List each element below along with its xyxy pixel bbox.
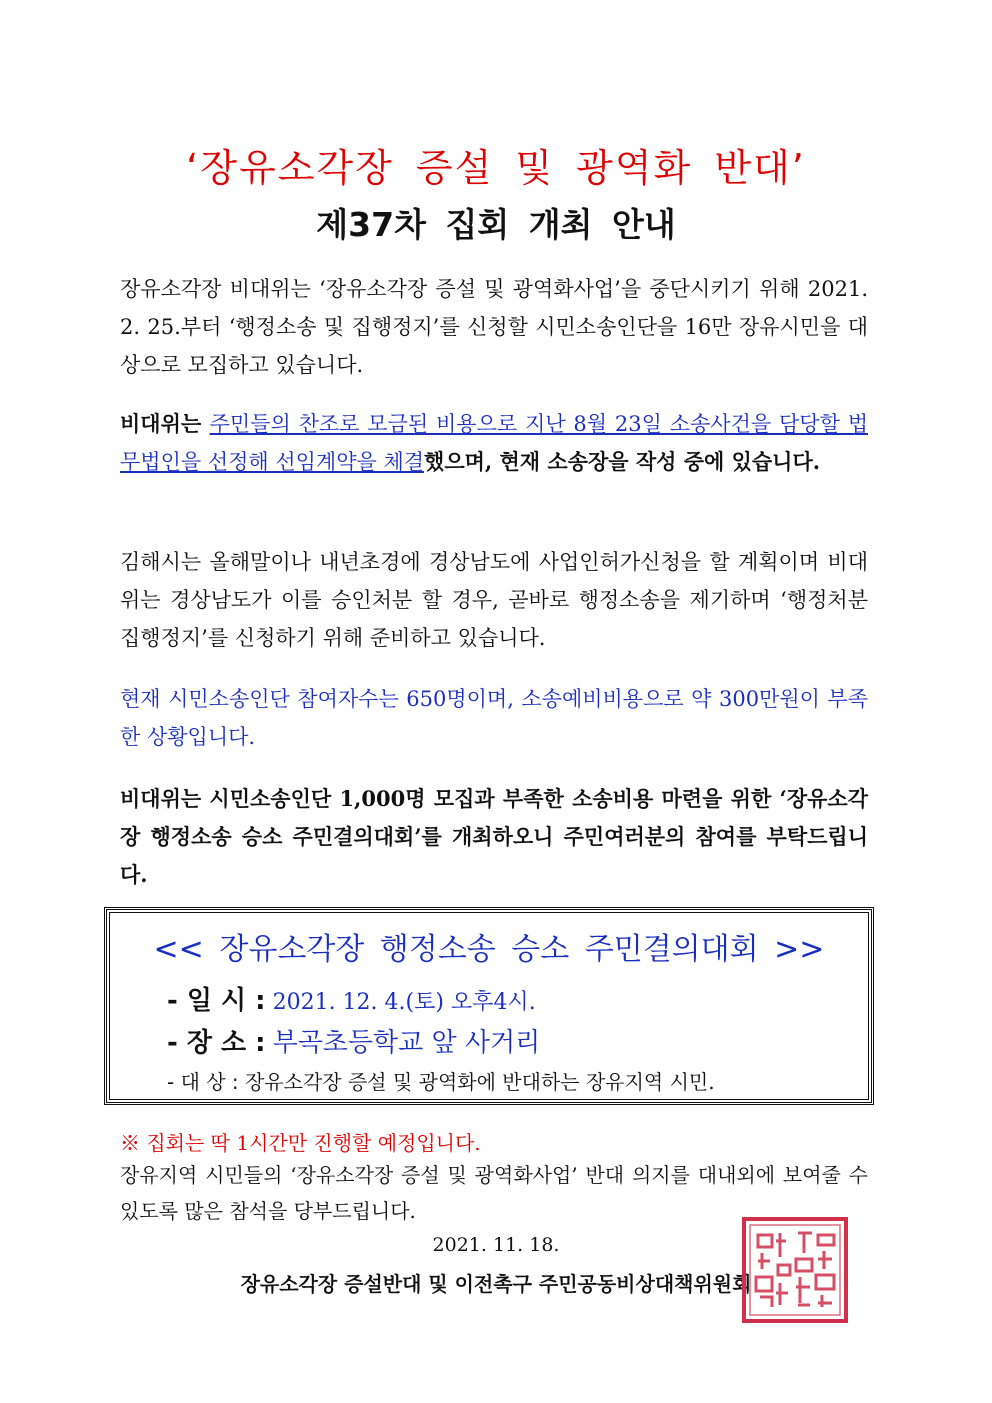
event-info-box (104, 907, 874, 1105)
event-target-row (167, 1066, 715, 1095)
event-title: << 장유소각장 행정소송 승소 주민결의대회 >> (153, 932, 825, 967)
event-datetime-value: 2021. 12. 4.(토) 오후4시. (272, 990, 536, 1015)
event-datetime-row (167, 980, 536, 1017)
paragraph-city-plan: 김해시는 올해말이나 내년초경에 경상남도에 사업인허가신청을 할 계획이며 비대위는 경상남도가 이를 승인처분 할 경우, 곧바로 행정소송을 제기하며 ‘행정처분 집행정지’를 신청하기 위해 준비하고 있습니다. (120, 550, 868, 650)
issue-date: 2021. 11. 18. (432, 1234, 560, 1256)
paragraph-law-firm (120, 405, 868, 481)
duration-note: ※ 집회는 딱 1시간만 진행할 예정입니다. (120, 1131, 481, 1155)
event-target-value: 장유소각장 증설 및 광역화에 반대하는 장유지역 시민. (245, 1070, 715, 1094)
document-title: ‘장유소각장 증설 및 광역화 반대’ (186, 146, 806, 190)
document-subtitle: 제37차 집회 개최 안내 (316, 205, 676, 244)
paragraph-law-firm-lead: 비대위는 (120, 411, 210, 436)
paragraph-rally-invitation: 비대위는 시민소송인단 1,000명 모집과 부족한 소송비용 마련을 위한 ‘장유소각장 행정소송 승소 주민결의대회’를 개최하오니 주민여러분의 참여를 부탁드립니다. (120, 786, 868, 887)
event-target-label: - 대 상 : (167, 1070, 239, 1094)
closing-request: 장유지역 시민들의 ‘장유소각장 증설 및 광역화사업’ 반대 의지를 대내외에 보여줄 수 있도록 많은 참석을 당부드립니다. (120, 1163, 868, 1223)
paragraph-lawsuit-recruitment: 장유소각장 비대위는 ‘장유소각장 증설 및 광역화사업’을 중단시키기 위해 2021. 2. 25.부터 ‘행정소송 및 집행정지’를 신청할 시민소송인단을 16만 장유시민을 대상으로 모집하고 있습니다. (120, 277, 868, 377)
seal-stamp-icon (740, 1215, 850, 1325)
paragraph-participants: 현재 시민소송인단 참여자수는 650명이며, 소송예비비용으로 약 300만원이 부족한 상황입니다. (120, 687, 868, 749)
event-datetime-label: - 일 시 : (167, 986, 266, 1016)
event-place-row (167, 1022, 540, 1059)
event-place-label: - 장 소 : (167, 1028, 266, 1058)
law-firm-contract-underlined: 주민들의 찬조로 모금된 비용으로 지난 8월 23일 소송사건을 담당할 법무법인을 선정해 선임계약을 체결 (120, 412, 868, 474)
issuing-organization: 장유소각장 증설반대 및 이전촉구 주민공동비상대책위원회 (240, 1272, 752, 1296)
paragraph-law-firm-tail: 했으며, 현재 소송장을 작성 중에 있습니다. (424, 449, 821, 474)
event-place-value: 부곡초등학교 앞 사거리 (272, 1028, 541, 1058)
